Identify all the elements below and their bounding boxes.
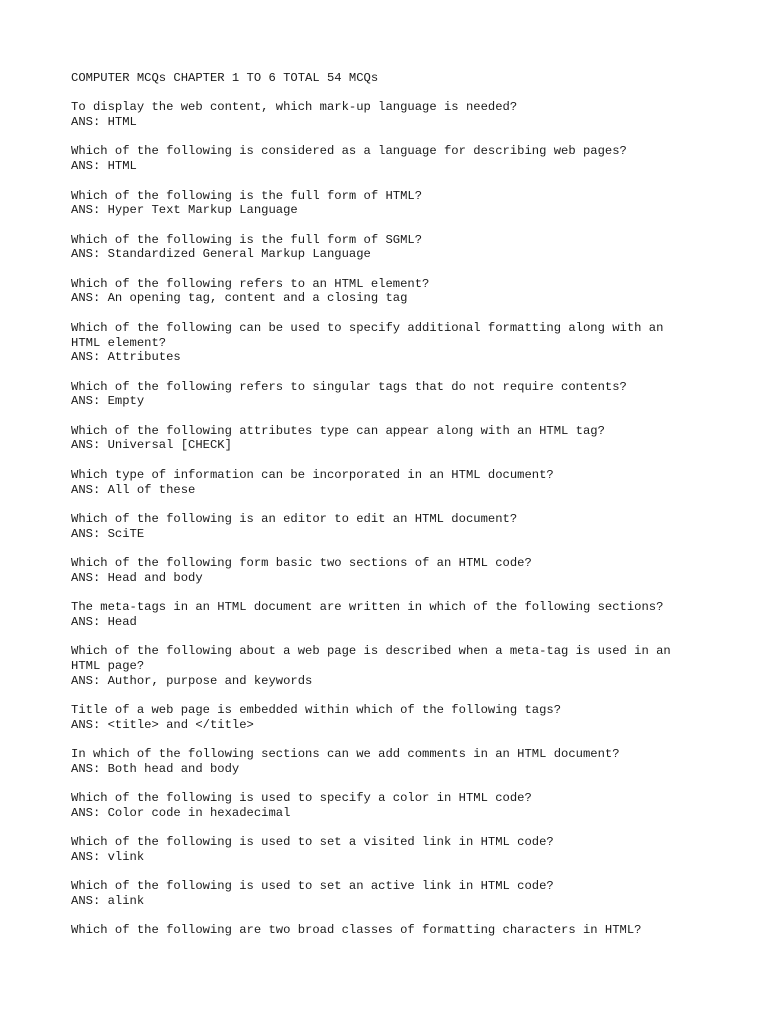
question-block [71, 644, 751, 688]
question-text: Which of the following is the full form of SGML? [71, 232, 423, 247]
question-block [71, 556, 751, 585]
question-block [71, 835, 751, 864]
question-text: Which of the following form basic two sections of an HTML code? [71, 556, 532, 571]
question-text: Which of the following attributes type can appear along with an HTML tag? [71, 423, 605, 438]
question-text: Which of the following is used to specify a color in HTML code? [71, 791, 532, 806]
answer-text: ANS: HTML [71, 115, 137, 130]
answer-text: ANS: Head and body [71, 570, 203, 585]
document-title: COMPUTER MCQs CHAPTER 1 TO 6 TOTAL 54 MCQs [71, 71, 379, 85]
question-text: Which of the following refers to an HTML element? [71, 276, 430, 291]
answer-text: ANS: Standardized General Markup Language [71, 247, 371, 262]
answer-text: ANS: Both head and body [71, 761, 240, 776]
question-block [71, 512, 751, 541]
question-text: The meta-tags in an HTML document are written in which of the following sections? [71, 600, 664, 615]
answer-text: ANS: Color code in hexadecimal [71, 805, 291, 820]
answer-text: ANS: Universal [CHECK] [71, 438, 232, 453]
question-block [71, 600, 751, 629]
question-block [71, 144, 751, 173]
question-text: Which of the following is considered as a language for describing web pages? [71, 144, 627, 159]
question-text: To display the web content, which mark-up language is needed? [71, 100, 518, 115]
answer-text: ANS: Attributes [71, 350, 181, 365]
question-text: Which of the following is an editor to edit an HTML document? [71, 511, 518, 526]
question-block [71, 791, 751, 820]
question-block [71, 380, 751, 409]
question-text: Title of a web page is embedded within which of the following tags? [71, 703, 562, 718]
document-page [71, 71, 751, 953]
question-block [71, 100, 751, 129]
question-block [71, 747, 751, 776]
question-block [71, 233, 751, 262]
question-block [71, 879, 751, 908]
question-text: In which of the following sections can we add comments in an HTML document? [71, 747, 620, 762]
question-text: Which of the following refers to singular tags that do not require contents? [71, 379, 627, 394]
question-block [71, 468, 751, 497]
answer-text: ANS: Author, purpose and keywords [71, 673, 313, 688]
question-text: Which of the following is the full form of HTML? [71, 188, 423, 203]
question-text: Which of the following is used to set a visited link in HTML code? [71, 835, 554, 850]
question-text: Which of the following can be used to specify additional formatting along with an HTML element? [71, 320, 664, 350]
answer-text: ANS: HTML [71, 159, 137, 174]
answer-text: ANS: Empty [71, 394, 145, 409]
answer-text: ANS: SciTE [71, 526, 145, 541]
answer-text: ANS: All of these [71, 482, 196, 497]
question-text: Which type of information can be incorporated in an HTML document? [71, 467, 554, 482]
answer-text: ANS: vlink [71, 850, 145, 864]
question-block [71, 189, 751, 218]
answer-text: ANS: <title> and </title> [71, 717, 254, 732]
question-text: Which of the following about a web page is described when a meta-tag is used in an HTML page? [71, 644, 671, 673]
question-block [71, 703, 751, 732]
question-text: Which of the following is used to set an active link in HTML code? [71, 879, 554, 894]
answer-text: ANS: alink [71, 894, 145, 909]
question-block [71, 923, 751, 938]
answer-text: ANS: Hyper Text Markup Language [71, 203, 298, 218]
question-block [71, 277, 751, 306]
question-text: Which of the following are two broad classes of formatting characters in HTML? [71, 923, 642, 938]
answer-text: ANS: Head [71, 614, 137, 629]
question-block [71, 321, 751, 365]
answer-text: ANS: An opening tag, content and a closing tag [71, 291, 408, 306]
question-block [71, 424, 751, 453]
